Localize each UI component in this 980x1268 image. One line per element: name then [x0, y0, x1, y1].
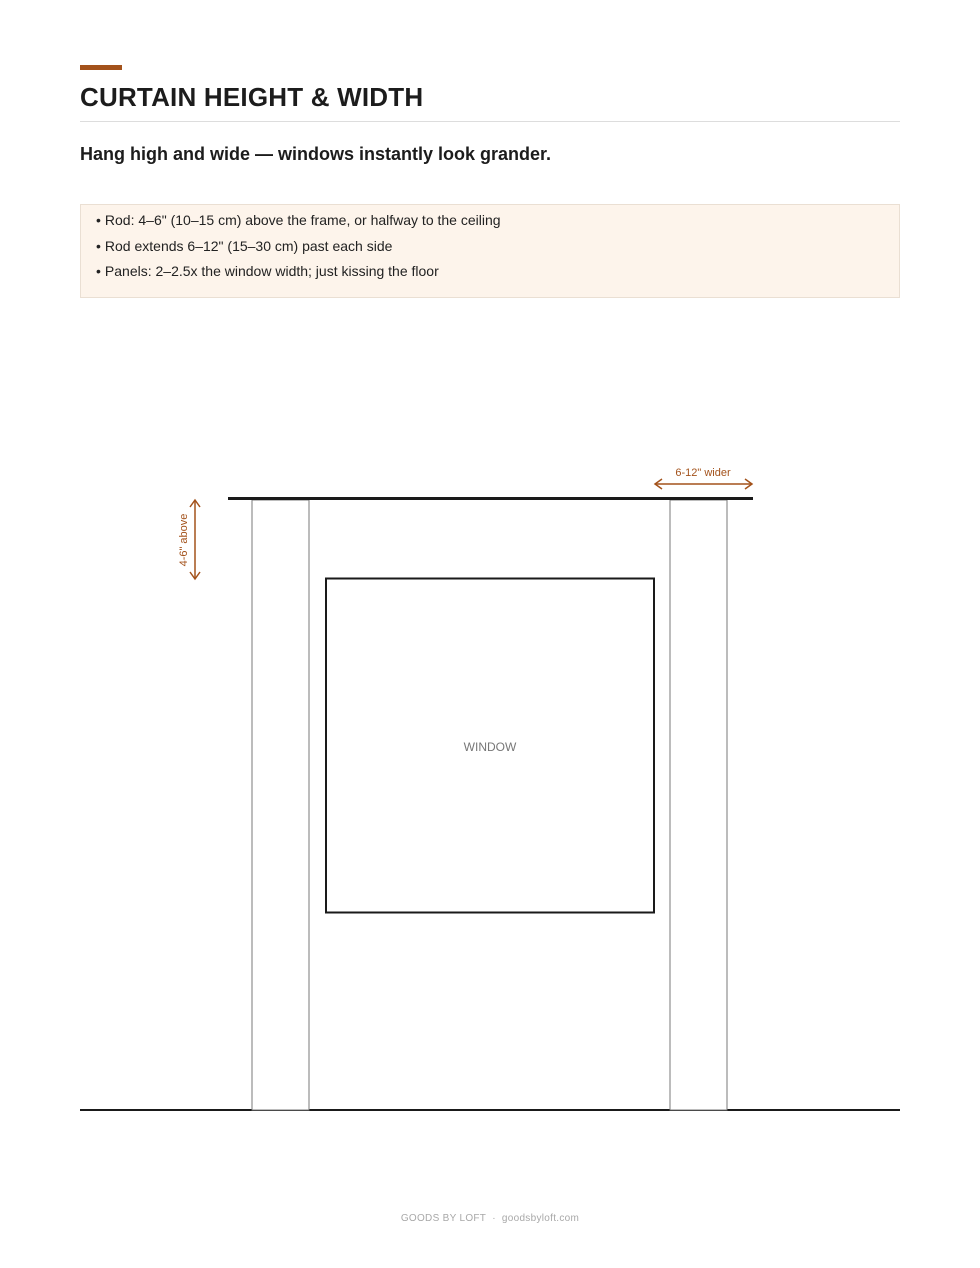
tip-text: Rod extends 6–12" (15–30 cm) past each side: [104, 237, 393, 254]
right-curtain-panel: [670, 500, 727, 1110]
left-curtain-panel: [252, 500, 309, 1110]
footer-separator: ·: [492, 1213, 496, 1224]
page-title: CURTAIN HEIGHT & WIDTH: [80, 82, 424, 112]
width-dimension-arrow: [655, 479, 752, 489]
footer-url: goodsbyloft.com: [501, 1213, 580, 1224]
height-dimension-label: 4-6" above: [178, 513, 190, 567]
height-dimension-arrow: [190, 500, 200, 579]
bullet-icon: •: [96, 263, 101, 279]
tip-text: Panels: 2–2.5x the window width; just kissing the floor: [104, 263, 439, 279]
bullet-icon: •: [96, 212, 101, 228]
footer: [0, 1213, 980, 1224]
bullet-icon: •: [96, 237, 101, 254]
window-label: WINDOW: [463, 740, 517, 754]
page-subtitle: Hang high and wide — windows instantly look grander.: [80, 144, 552, 164]
tip-text: Rod: 4–6" (10–15 cm) above the frame, or halfway to the ceiling: [104, 212, 501, 228]
width-dimension-label: 6-12" wider: [675, 467, 731, 479]
footer-brand: GOODS BY LOFT: [400, 1213, 487, 1224]
